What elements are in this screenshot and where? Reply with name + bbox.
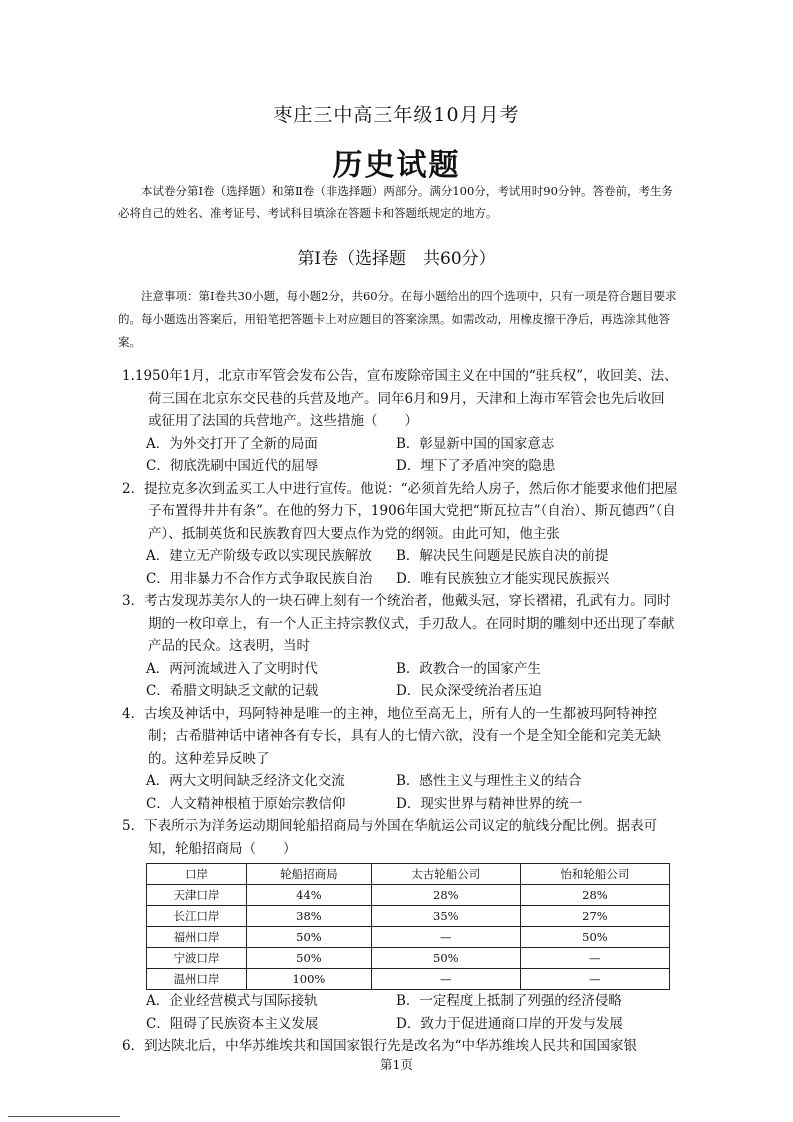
table-cell: 44% (247, 885, 372, 906)
option-a: A．两大文明间缺乏经济文化交流 (146, 773, 345, 789)
option-list (118, 545, 678, 590)
option-c: C．人文精神根植于原始宗教信仰 (146, 795, 346, 812)
table-row (147, 906, 670, 927)
option-d: D．唯有民族独立才能实现民族振兴 (396, 570, 610, 587)
table-cell: 50% (247, 948, 372, 969)
option-b: B．感性主义与理性主义的结合 (396, 773, 582, 789)
question-stem: 5．下表所示为洋务运动期间轮船招商局与外国在华航运公司议定的航线分配比例。据表可知，轮船招商局（ ） (122, 818, 658, 857)
option-list (118, 658, 678, 703)
table-cell: 宁波口岸 (147, 948, 247, 969)
question-3 (118, 590, 678, 703)
question-stem: 3．考古发现苏美尔人的一块石碑上刻有一个统治者，他戴头冠，穿长褶裙，孔武有力。同时期的一枚印章上，有一个人正主持宗教仪式，手刃敌人。在同时期的雕刻中还出现了奉献产品的民众。这表明，当时 (122, 593, 675, 654)
table-cell: 28% (371, 885, 520, 906)
option-a: A．企业经营模式与国际接轨 (146, 993, 318, 1009)
route-share-table (146, 863, 670, 990)
page-number: 第1页 (380, 1057, 413, 1072)
question-1 (118, 365, 678, 478)
option-a: A．为外交打开了全新的局面 (146, 435, 318, 452)
option-c: C．希腊文明缺乏文献的记载 (146, 683, 319, 699)
option-list (118, 770, 678, 815)
option-b: B．解决民生问题是民族自决的前提 (396, 548, 609, 564)
table-row (147, 927, 670, 948)
table-header-cell: 怡和轮船公司 (520, 864, 669, 885)
table-cell: — (371, 927, 520, 948)
question-stem: 2．提拉克多次到孟买工人中进行宣传。他说：“必须首先给人房子，然后你才能要求他们把屋子布置得井井有条”。在他的努力下，1906年国大党把“斯瓦拉吉”（自治）、斯瓦德西”（自产）、抵制英货和民族教育四大要点作为党的纲领。由此可知，他主张 (122, 480, 678, 542)
option-c: C．阻碍了民族资本主义发展 (146, 1015, 319, 1032)
table-cell: — (520, 948, 669, 969)
question-5 (118, 815, 678, 1035)
table-cell: 38% (247, 906, 372, 927)
footnote-divider (8, 1116, 120, 1117)
option-d: D．埋下了矛盾冲突的隐患 (396, 458, 556, 474)
table-cell: 50% (247, 927, 372, 948)
option-c: C．用非暴力不合作方式争取民族自治 (146, 570, 373, 587)
exam-title: 枣庄三中高三年级10月月考 (273, 104, 520, 126)
option-list (118, 433, 678, 478)
option-b: B．一定程度上抵制了列强的经济侵略 (396, 993, 622, 1009)
table-cell: 100% (247, 969, 372, 990)
question-stem: 6．到达陕北后，中华苏维埃共和国国家银行先是改名为“中华苏维埃人民共和国国家银 (122, 1038, 637, 1054)
table-header-cell: 轮船招商局 (247, 864, 372, 885)
option-d: D．致力于促进通商口岸的开发与发展 (396, 1015, 623, 1032)
section-notice: 注意事项：第Ⅰ卷共30小题，每小题2分，共60分。在每小题给出的四个选项中，只有一项是符合题目要求的。每小题选出答案后，用铅笔把答题卡上对应题目的答案涂黑。如需改动，用橡皮擦干净后，再选涂其他答案。 (118, 289, 677, 349)
option-d: D．民众深受统治者压迫 (396, 683, 542, 699)
section-title: 第Ⅰ卷（选择题 共60分） (297, 249, 496, 269)
option-a: A．两河流域进入了文明时代 (146, 660, 318, 677)
table-row (147, 948, 670, 969)
table-cell: 温州口岸 (147, 969, 247, 990)
table-row (147, 969, 670, 990)
table-header-cell: 太古轮船公司 (371, 864, 520, 885)
option-a: A．建立无产阶级专政以实现民族解放 (146, 548, 372, 564)
table-cell: — (520, 969, 669, 990)
question-stem: 4．古埃及神话中，玛阿特神是唯一的主神，地位至高无上，所有人的一生都被玛阿特神控制；古希腊神话中诸神各有专长，具有人的七情六欲，没有一个是全知全能和完美无缺的。这种差异反映了 (122, 705, 661, 767)
table-header-row (147, 864, 670, 885)
table-cell: 长江口岸 (147, 906, 247, 927)
table-cell: — (371, 969, 520, 990)
option-b: B．政教合一的国家产生 (396, 660, 541, 677)
option-d: D．现实世界与精神世界的统一 (396, 795, 583, 812)
table-cell: 27% (520, 906, 669, 927)
option-b: B．彰显新中国的国家意志 (396, 435, 555, 452)
subject-title: 历史试题 (332, 148, 461, 183)
table-cell: 50% (371, 948, 520, 969)
table-cell: 天津口岸 (147, 885, 247, 906)
option-list (118, 990, 678, 1035)
table-cell: 50% (520, 927, 669, 948)
table-cell: 35% (371, 906, 520, 927)
question-2 (118, 478, 678, 591)
table-header-cell: 口岸 (147, 864, 247, 885)
table-cell: 28% (520, 885, 669, 906)
question-stem: 1.1950年1月，北京市军管会发布公告，宣布废除帝国主义在中国的“驻兵权”，收回美、法、荷三国在北京东交民巷的兵营及地产。同年6月和9月，天津和上海市军管会也先后收回或征用了法国的兵营地产。这些措施（ ） (122, 368, 678, 429)
exam-instructions: 本试卷分第Ⅰ卷（选择题）和第Ⅱ卷（非选择题）两部分。满分100分，考试用时90分钟。答卷前，考生务必将自己的姓名、准考证号、考试科目填涂在答题卡和答题纸规定的地方。 (118, 184, 673, 220)
question-4 (118, 703, 678, 816)
table-cell: 福州口岸 (147, 927, 247, 948)
option-c: C．彻底洗刷中国近代的屈辱 (146, 458, 319, 474)
question-list (118, 365, 678, 1058)
table-row (147, 885, 670, 906)
